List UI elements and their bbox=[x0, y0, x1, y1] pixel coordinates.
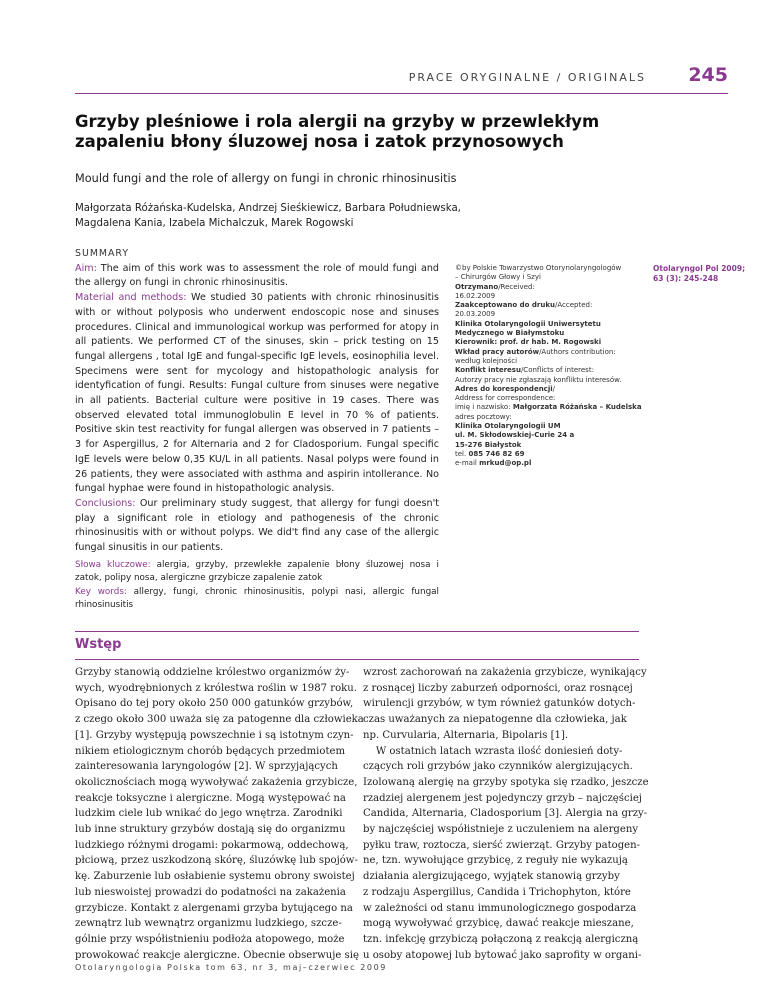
title-line: zapaleniu błony śluzowej nosa i zatok przynosowych bbox=[75, 132, 564, 151]
text-line: u osoby atopowej lub bytować jako saprofity w organi- bbox=[363, 949, 642, 961]
text-line: lub inne struktury grzybów dostają się do organizmu bbox=[75, 824, 346, 836]
section-divider bbox=[75, 631, 639, 632]
accepted-label: Zaakceptowano do druku/Accepted: bbox=[455, 301, 593, 310]
text-line: np. Curvularia, Alternaria, Bipolaris [1]. bbox=[363, 729, 569, 741]
body-column-right bbox=[363, 665, 649, 963]
summary-methods bbox=[75, 291, 439, 497]
text-line: ludzkiego różnymi drogami: pokarmową, oddechową, bbox=[75, 839, 349, 851]
conflict-text: Autorzy pracy nie zgłaszają konfliktu interesów. bbox=[455, 375, 622, 384]
text-line: zewnątrz lub wewnątrz organizmu ludzkiego, szcze- bbox=[75, 918, 342, 930]
clinic-line: Klinika Otolaryngologii Uniwersytetu bbox=[455, 319, 601, 328]
text-line: reakcje toksyczne i alergiczne. Mogą występować na bbox=[75, 792, 346, 804]
summary-block bbox=[75, 247, 439, 613]
text-line: z rosnącej liczby zaburzeń odporności, oraz rosnącej bbox=[363, 682, 633, 694]
text-line: prowokować reakcje alergiczne. Obecnie obserwuje się bbox=[75, 949, 359, 961]
page-number: 245 bbox=[688, 64, 728, 86]
text-line: ludzkim ciele lub wnikać do jego wnętrza. Zarodniki bbox=[75, 808, 343, 820]
text-line: Candida, Alternaria, Cladosporium [3]. Alergia na grzy- bbox=[363, 808, 648, 820]
email: e-mail mrkud@op.pl bbox=[455, 459, 532, 468]
article-info bbox=[455, 264, 642, 469]
keywords-en bbox=[75, 586, 439, 613]
text-line: tzn. infekcję grzybiczą połączoną z reakcją alergiczną bbox=[363, 933, 639, 945]
intro-heading: Wstęp bbox=[75, 637, 122, 652]
text-line: czas uważanych za niepatogenne dla człowieka, jak bbox=[363, 714, 627, 726]
keywords-pl-text: alergia, grzyby, przewlekłe zapalenie błony śluzowej nosa i zatok, polipy nosa, alergiczne grzybicze zapalenie zatok bbox=[75, 559, 439, 584]
section-title: PRACE ORYGINALNE / ORIGINALS bbox=[408, 71, 646, 84]
methods-text: We studied 30 patients with chronic rhinosinusitis with or without polyposis who underwent endoscopic nose and sinuses procedures. Clinical and immunological workup was performed for atopy in all patients. We performed CT of the sinuses, skin – prick testing on 15 fungal allergens , total IgE and fungal-specific IgE levels, eosinophilia level. Specimens were sent for mycology and histopathologic analysis for identyfication of fungi. Results: Fungal culture from sinuses were negative in all patients. Bacterial culture were positive in 19 cases. There was observed elevated total immunoglobulin E level in 70 % of patients. Positive skin test reactivity for fungal allergen was observed in 7 patients – 3 for Aspergillus, 2 for Alternaria and 2 for Cladosporium. Fungal specific IgE levels were below 0,35 KU/L in all patients. Nasal polyps were found in 26 patients, they were associated with asthma and aspirin intollerance. No fungal hyphae were found in histopathologic analysis. bbox=[75, 292, 440, 495]
text-line: zainteresowania laryngologów [2]. W sprzyjających bbox=[75, 761, 338, 773]
text-line: Grzyby stanowią oddzielne królestwo organizmów ży- bbox=[75, 667, 350, 678]
aim-text: The aim of this work was to assessment the role of mould fungi and the allergy on fungi in chronic rhinosinusitis. bbox=[75, 262, 439, 289]
text-line: wzrost zachorowań na zakażenia grzybicze, wynikający bbox=[363, 667, 647, 678]
text-line: kę. Zaburzenie lub osłabienie systemu obrony swoistej bbox=[75, 871, 355, 883]
aim-label: Aim: bbox=[75, 262, 97, 274]
text-line: rzadziej alergenem jest pojedynczy grzyb – najczęściej bbox=[363, 792, 642, 804]
summary-conclusions bbox=[75, 497, 439, 556]
contrib-label: Wkład pracy autorów/Authors contribution: bbox=[455, 347, 616, 356]
text-line: czących roli grzybów jako czynników alergizujących. bbox=[363, 761, 633, 773]
keywords-pl bbox=[75, 559, 439, 586]
text-line: okolicznościach mogą wywoływać zakażenia grzybicze, bbox=[75, 776, 358, 788]
methods-label: Material and methods: bbox=[75, 292, 187, 304]
text-line: z czego około 300 uważa się za patogenne dla człowieka bbox=[75, 714, 364, 726]
article-title bbox=[75, 112, 635, 152]
text-line: z rodzaju Aspergillus, Candida i Trichophyton, które bbox=[363, 886, 631, 898]
text-line: grzybicze. Kontakt z alergenami grzyba bytującego na bbox=[75, 902, 353, 914]
accepted-date: 20.03.2009 bbox=[455, 310, 496, 319]
english-title: Mould fungi and the role of allergy on fungi in chronic rhinosinusitis bbox=[75, 172, 457, 185]
authors bbox=[75, 201, 635, 231]
text-line: lub nieswoistej prowadzi do podatności na zakażenia bbox=[75, 886, 346, 898]
text-line: mogą wywoływać grzybicę, dawać reakcje mieszane, bbox=[363, 918, 634, 930]
summary-aim bbox=[75, 262, 439, 291]
address-line: ul. M. Skłodowskiej-Curie 24 a bbox=[455, 431, 575, 440]
authors-line: Magdalena Kania, Izabela Michalczuk, Marek Rogowski bbox=[75, 218, 354, 229]
text-line: gólnie przy współistnieniu podłoża atopowego, może bbox=[75, 933, 345, 945]
clinic-line: Medycznego w Białymstoku bbox=[455, 329, 565, 338]
address-line: Klinika Otolaryngologii UM bbox=[455, 422, 561, 431]
text-line: płciową, przez uszkodzoną skórę, śluzówkę lub spojów- bbox=[75, 855, 358, 867]
keywords-en-label: Key words: bbox=[75, 586, 127, 597]
copyright-line: ©by Polskie Towarzystwo Otorynolaryngologów bbox=[455, 264, 622, 272]
copyright-line: – Chirurgów Głowy i Szyi bbox=[455, 273, 541, 282]
text-line: by najczęściej współistnieje z uczuleniem na alergeny bbox=[363, 824, 639, 836]
text-line: nikiem etiologicznym chorób będących przedmiotem bbox=[75, 745, 346, 757]
text-line: Izolowaną alergię na grzyby spotyka się rzadko, jeszcze bbox=[363, 776, 649, 788]
clinic-head: Kierownik: prof. dr hab. M. Rogowski bbox=[455, 338, 602, 347]
section-divider bbox=[75, 659, 639, 660]
text-line: ne, tzn. wywołujące grzybicę, z reguły nie wykazują bbox=[363, 855, 628, 867]
contrib-text: według kolejności bbox=[455, 356, 518, 365]
summary-heading: SUMMARY bbox=[75, 248, 130, 259]
text-line: wirulencji grzybów, w tym również gatunków dotych- bbox=[363, 698, 636, 710]
postal-label: adres pocztowy: bbox=[455, 412, 512, 421]
conclusions-text: Our preliminary study suggest, that allergy for fungi doesn't play a significant role in etiology and pathogenesis of the chronic rhinosinusitis with or without polyps. We did't find any case of the allergic fungal sinusitis in our patients. bbox=[75, 497, 439, 554]
text-line: [1]. Grzyby występują powszechnie i są istotnym czyn- bbox=[75, 729, 354, 741]
corr-name: imię i nazwisko: Małgorzata Różańska – Kudelska bbox=[455, 403, 642, 412]
received-label: Otrzymano/Received: bbox=[455, 282, 535, 291]
text-line: pyłku traw, roztocza, sierść zwierząt. Grzyby patogen- bbox=[363, 839, 641, 851]
text-line: działania alergizującego, wyjątek stanowią grzyby bbox=[363, 871, 620, 883]
address-line: 15-276 Białystok bbox=[455, 440, 522, 449]
conclusions-label: Conclusions: bbox=[75, 497, 136, 509]
citation bbox=[653, 264, 753, 284]
text-line: w zależności od stanu immunologicznego gospodarza bbox=[363, 902, 637, 914]
journal-footer: Otolaryngologia Polska tom 63, nr 3, maj–czerwiec 2009 bbox=[75, 963, 387, 972]
corr-label-en: Address for correspondence: bbox=[455, 394, 556, 403]
phone: tel. 085 746 82 69 bbox=[455, 449, 525, 458]
received-date: 16.02.2009 bbox=[455, 291, 496, 300]
keywords-en-text: allergy, fungi, chronic rhinosinusitis, polypi nasi, allergic fungal rhinosinusitis bbox=[75, 586, 439, 611]
conflict-label: Konflikt interesu/Conflicts of interest: bbox=[455, 366, 594, 375]
body-column-left bbox=[75, 665, 364, 963]
text-line: wych, wyodrębnionych z królestwa roślin w 1987 roku. bbox=[75, 682, 357, 694]
title-line: Grzyby pleśniowe i rola alergii na grzyby w przewlekłym bbox=[75, 112, 600, 131]
authors-line: Małgorzata Różańska-Kudelska, Andrzej Sieśkiewicz, Barbara Południewska, bbox=[75, 203, 461, 214]
corr-label: Adres do korespondencji/ bbox=[455, 384, 555, 393]
keywords-pl-label: Słowa kluczowe: bbox=[75, 559, 151, 570]
text-line: Opisano do tej pory około 250 000 gatunków grzybów, bbox=[75, 698, 354, 710]
text-line: W ostatnich latach wzrasta ilość doniesień doty- bbox=[363, 745, 623, 757]
citation-line: Otolaryngol Pol 2009; bbox=[653, 264, 746, 273]
header-divider bbox=[75, 93, 728, 94]
citation-line: 63 (3): 245-248 bbox=[653, 274, 719, 283]
